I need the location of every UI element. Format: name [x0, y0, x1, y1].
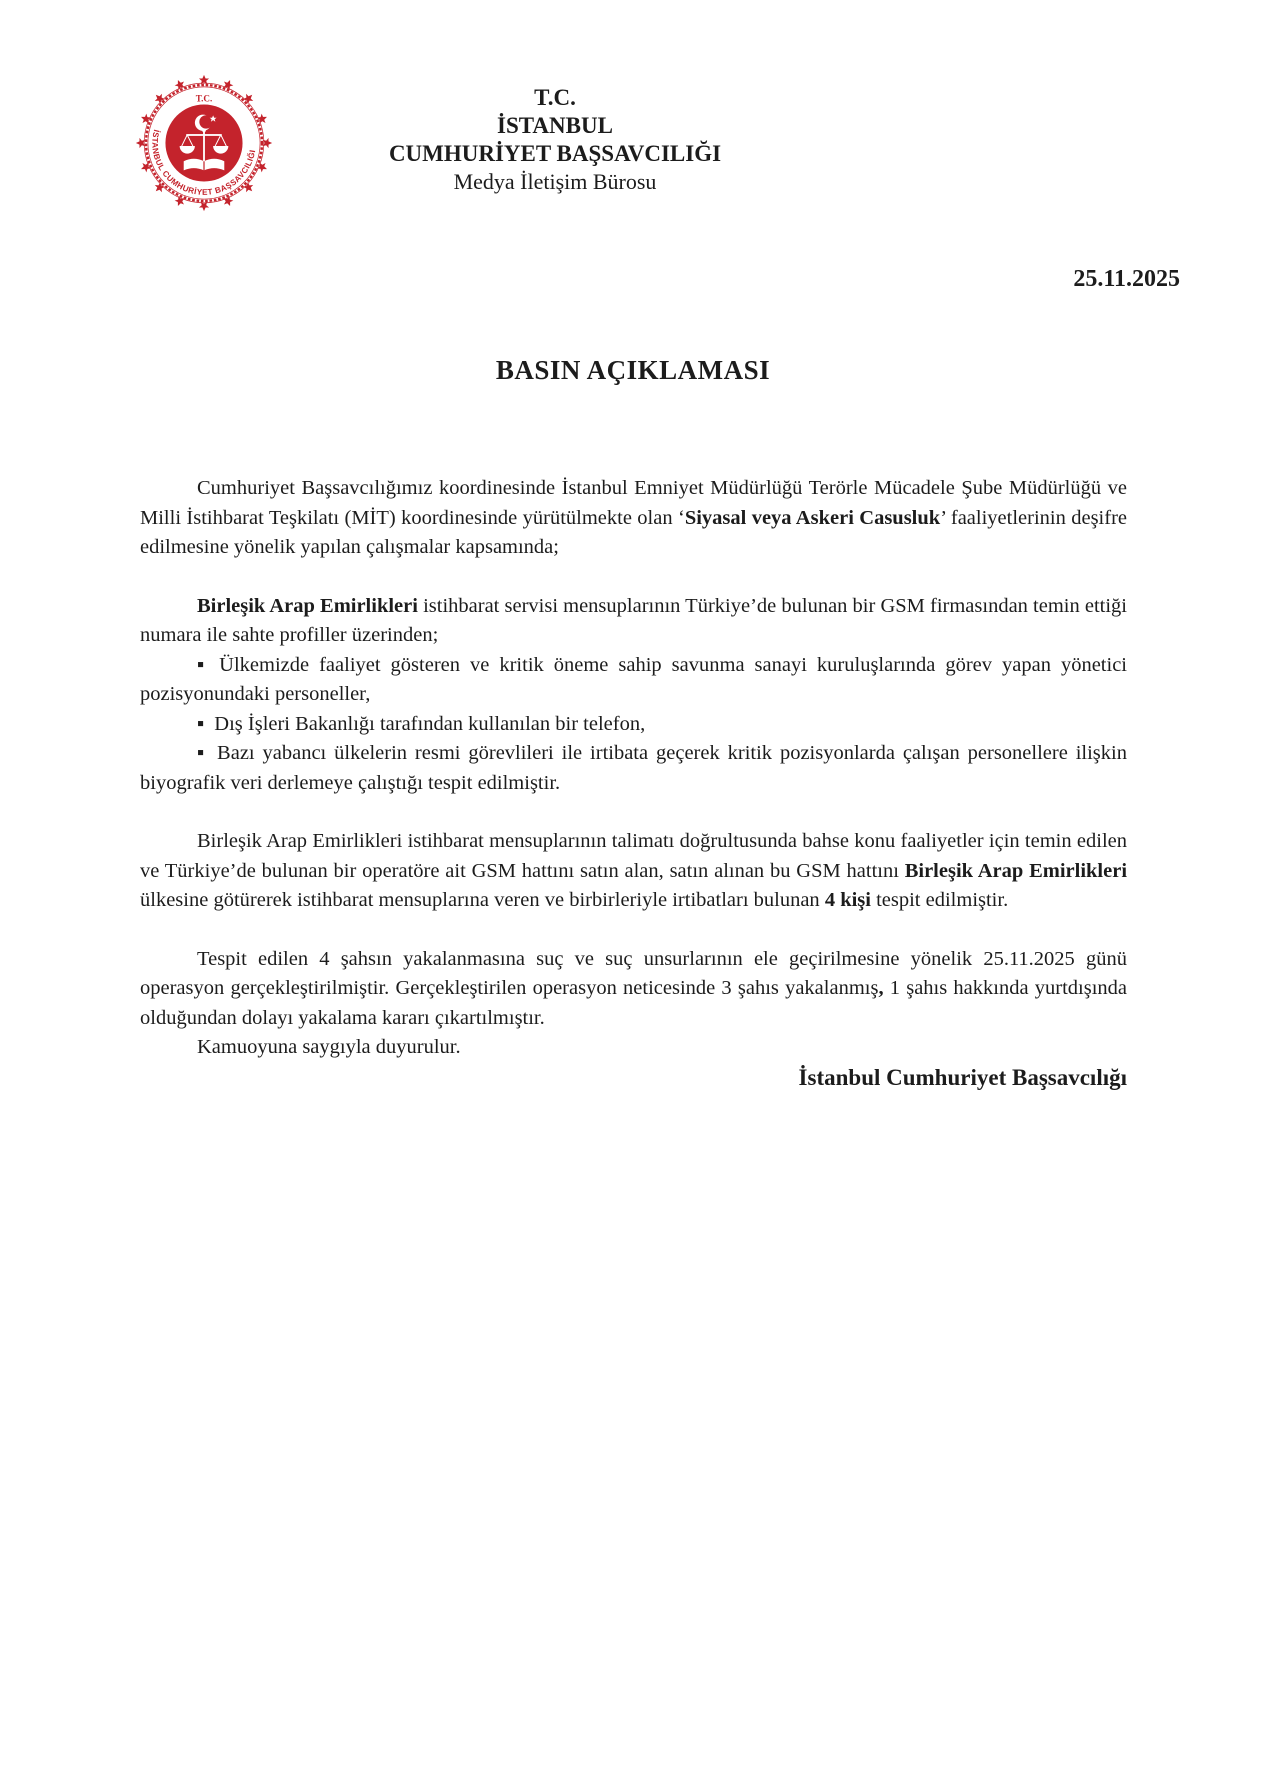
- bullet-item-2: [140, 710, 1127, 740]
- paragraph-text: ’ faaliyetlerinin deşifre edilmesine yönelik yapılan çalışmalar kapsamında;: [140, 506, 1127, 558]
- bullet-text: Ülkemizde faaliyet gösteren ve kritik öneme sahip savunma sanayi kuruluşlarında görev yapan yönetici pozisyonundaki personeller,: [140, 653, 1127, 705]
- paragraph-text: 1 şahıs hakkında yurtdışında olduğundan dolayı yakalama kararı çıkartılmıştır.: [140, 977, 1127, 1029]
- bold-espionage-phrase: Siyasal veya Askeri Casusluk: [684, 506, 941, 529]
- document-date: 25.11.2025: [1073, 266, 1180, 292]
- paragraph-text: Cumhuriyet Başsavcılığımız koordinesinde İstanbul Emniyet Müdürlüğü Terörle Mücadele Şube Müdürlüğü ve Milli İstihbarat Teşkilatı (MİT) koordinesinde yürütülmekte olan ‘: [140, 477, 1127, 529]
- signature-line: İstanbul Cumhuriyet Başsavcılığı: [798, 1064, 1127, 1090]
- paragraph-text: Tespit edilen 4 şahsın yakalanmasına suç ve suç unsurlarının ele geçirilmesine yönelik 25.11.2025 günü operasyon gerçekleştirilmiştir. Gerçekleştirilen operasyon neticesinde 3 şahıs yakalanmış: [140, 947, 1127, 999]
- bullet-item-3: [140, 739, 1127, 798]
- paragraph-text: istihbarat servisi mensuplarının Türkiye’de bulunan bir GSM firmasından temin ettiği numara ile sahte profiller üzerinden;: [140, 594, 1128, 646]
- paragraph-text: ülkesine götürerek istihbarat mensuplarına veren ve birbirleriyle irtibatları bulunan: [140, 889, 825, 911]
- closing-line: Kamuoyuna saygıyla duyurulur.: [197, 1036, 461, 1058]
- document-body: [140, 474, 1127, 1092]
- bold-uae-phrase: Birleşik Arap Emirlikleri: [197, 594, 418, 617]
- document-title: BASIN AÇIKLAMASI: [495, 355, 771, 385]
- bold-comma: ,: [878, 977, 884, 999]
- letterhead: [230, 84, 880, 196]
- seal-ring-text: İSTANBUL CUMHURİYET BAŞSAVCILIĞI: [150, 128, 258, 197]
- bold-uae-phrase: Birleşik Arap Emirlikleri: [904, 859, 1128, 882]
- seal-tc-text: T.C.: [195, 93, 213, 104]
- bullet-square-icon: ▪: [197, 653, 210, 676]
- letterhead-tc: T.C.: [534, 85, 576, 110]
- bullet-text: Bazı yabancı ülkelerin resmi görevlileri ile irtibata geçerek kritik pozisyonlarda çalışan personellere ilişkin biyografik veri derlemeye çalıştığı tespit edilmiştir.: [140, 742, 1127, 794]
- letterhead-bureau: Medya İletişim Bürosu: [453, 169, 657, 194]
- bullet-square-icon: ▪: [197, 742, 208, 764]
- paragraph-text: tespit edilmiştir.: [870, 889, 1009, 911]
- paragraph-suspects: [140, 827, 1127, 916]
- bullet-text: Dış İşleri Bakanlığı tarafından kullanılan bir telefon,: [214, 712, 646, 735]
- bold-four-persons: 4 kişi: [824, 889, 871, 911]
- paragraph-operation: [140, 945, 1127, 1034]
- paragraph-intro: [140, 474, 1127, 563]
- letterhead-city: İSTANBUL: [497, 113, 613, 138]
- letterhead-office: CUMHURİYET BAŞSAVCILIĞI: [388, 141, 722, 166]
- paragraph-uae-gsm: [140, 592, 1127, 651]
- bullet-square-icon: ▪: [197, 712, 205, 735]
- bullet-item-1: [140, 651, 1127, 710]
- paragraph-text: Birleşik Arap Emirlikleri istihbarat mensuplarının talimatı doğrultusunda bahse konu faaliyetler için temin edilen ve Türkiye’de bulunan bir operatöre ait GSM hattını satın alan, satın alınan bu GSM hattını: [140, 830, 1127, 882]
